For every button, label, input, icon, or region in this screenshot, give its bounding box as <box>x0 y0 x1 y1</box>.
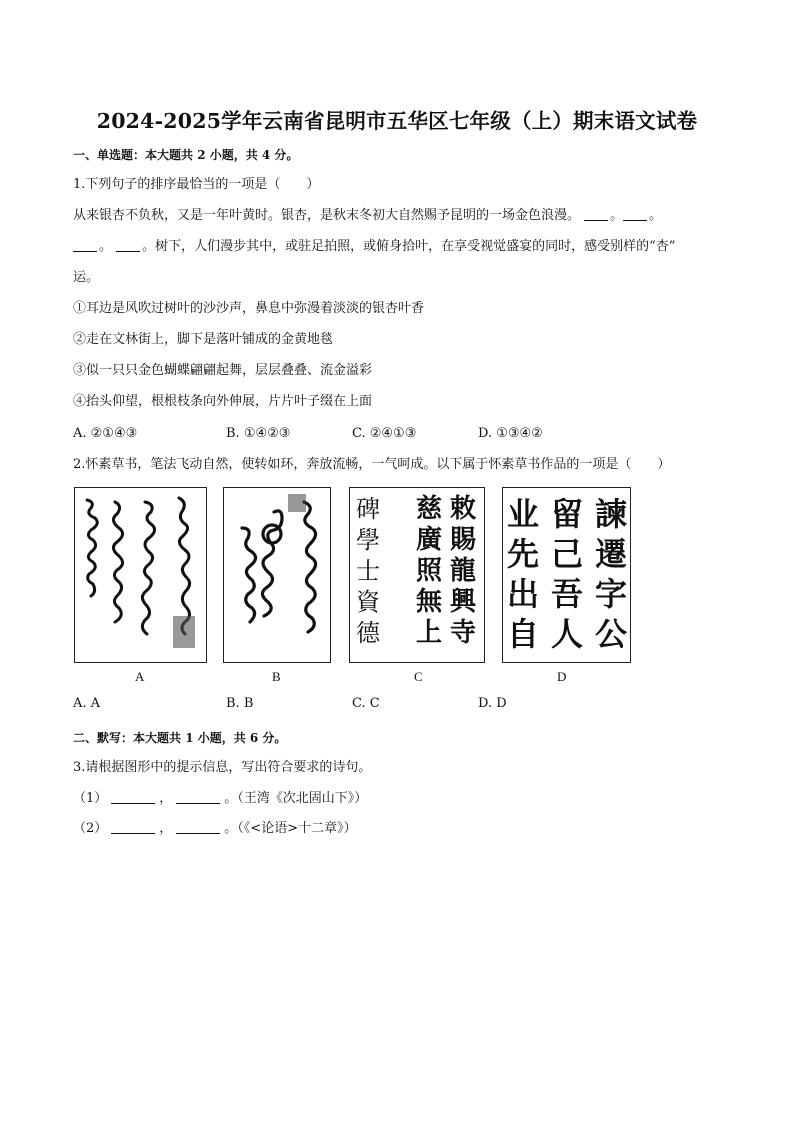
section-2-desc: 本大题共 1 小题，共 6 分。 <box>133 731 287 745</box>
q3-item-1-source: 。（王湾《次北固山下》） <box>224 791 368 806</box>
q3-stem: 3.请根据图形中的提示信息，写出符合要求的诗句。 <box>73 760 372 775</box>
calligraphy-d-glyph: 人 <box>550 615 583 653</box>
calligraphy-d-glyph: 吾 <box>550 575 583 613</box>
q2-option-c[interactable]: C. C <box>352 696 380 711</box>
calligraphy-image-c <box>349 487 485 663</box>
q1-passage-text2: 。树下，人们漫步其中，或驻足拍照，或俯身拾叶，在享受视觉盛宴的同时，感受别样的“杏” <box>142 239 676 254</box>
q3-item-2-blank-1[interactable] <box>111 821 155 834</box>
q1-passage-text1: 从来银杏不负秋，又是一年叶黄时。银杏，是秋末冬初大自然赐予昆明的一场金色浪漫。 <box>73 208 581 223</box>
q1-option-a[interactable]: A. ②①④③ <box>73 426 138 441</box>
seal-stamp-a <box>173 616 195 648</box>
q3-item-1: （1） ， 。（王湾《次北固山下》） <box>73 791 368 806</box>
calligraphy-b-brushwork <box>224 488 329 661</box>
section-1-label: 一、单选题： <box>73 148 146 162</box>
q3-item-2-num: （2） <box>73 821 108 836</box>
q1-passage-line3: 运。 <box>73 270 100 285</box>
calligraphy-d-glyph: 先 <box>507 535 540 573</box>
calligraphy-d-glyph: 諫 <box>594 495 627 533</box>
q1-item-1: ①耳边是风吹过树叶的沙沙声，鼻息中弥漫着淡淡的银杏叶香 <box>73 301 425 316</box>
q1-item-2: ②走在文林街上，脚下是落叶铺成的金黄地毯 <box>73 332 334 347</box>
q3-item-2: （2） ， 。（《<论语>十二章》） <box>73 821 357 836</box>
calligraphy-d-glyph: 己 <box>550 535 583 573</box>
calligraphy-d-glyph: 遷 <box>594 535 627 573</box>
calligraphy-d-glyph: 公 <box>594 615 627 653</box>
image-label-a: A <box>135 669 145 684</box>
q1-item-3: ③似一只只金色蝴蝶翩翩起舞，层层叠叠、流金溢彩 <box>73 363 373 378</box>
calligraphy-image-a <box>74 487 207 663</box>
q3-item-1-num: （1） <box>73 791 108 806</box>
calligraphy-d-glyph: 字 <box>594 575 627 613</box>
calligraphy-c-column-2: 慈廣照無上 <box>416 494 443 648</box>
seal-stamp-b <box>288 494 306 512</box>
calligraphy-c-column-3: 碑學士資德 <box>356 495 380 647</box>
calligraphy-d-glyph: 留 <box>550 495 583 533</box>
image-label-b: B <box>272 669 281 684</box>
image-label-c: C <box>414 669 423 684</box>
q1-blank-3[interactable] <box>73 239 97 252</box>
q1-blank-1[interactable] <box>584 208 608 221</box>
exam-title: 2024-2025学年云南省昆明市五华区七年级（上）期末语文试卷 <box>96 109 698 133</box>
calligraphy-d-glyph: 业 <box>507 495 540 533</box>
q3-item-2-blank-2[interactable] <box>176 821 220 834</box>
q3-item-1-blank-1[interactable] <box>111 791 155 804</box>
q1-item-4: ④抬头仰望，根根枝条向外伸展，片片叶子缀在上面 <box>73 394 373 409</box>
section-1-desc: 本大题共 2 小题，共 4 分。 <box>145 148 299 162</box>
q2-option-a[interactable]: A. A <box>73 696 101 711</box>
q1-option-c[interactable]: C. ②④①③ <box>352 426 417 441</box>
q1-blank-2[interactable] <box>623 208 647 221</box>
section-2-label: 二、默写： <box>73 731 134 745</box>
q1-stem: 1.下列句子的排序最恰当的一项是（ ） <box>73 177 320 192</box>
q3-item-2-source: 。（《<论语>十二章》） <box>224 821 357 836</box>
q1-option-d[interactable]: D. ①③④② <box>478 426 543 441</box>
calligraphy-d-grid <box>507 494 627 654</box>
calligraphy-image-d <box>502 487 631 663</box>
calligraphy-d-row-4 <box>507 614 627 654</box>
q2-option-b[interactable]: B. B <box>226 696 254 711</box>
calligraphy-a-brushwork <box>75 488 205 661</box>
image-label-d: D <box>557 669 567 684</box>
q1-passage-line1: 从来银杏不负秋，又是一年叶黄时。银杏，是秋末冬初大自然赐予昆明的一场金色浪漫。 。 。 <box>73 208 663 223</box>
q2-option-d[interactable]: D. D <box>478 696 507 711</box>
calligraphy-d-row-3 <box>507 574 627 614</box>
calligraphy-d-glyph: 出 <box>507 575 540 613</box>
section-2-header <box>73 729 286 747</box>
calligraphy-d-glyph: 自 <box>507 615 540 653</box>
q3-item-1-blank-2[interactable] <box>176 791 220 804</box>
calligraphy-d-row-1 <box>507 494 627 534</box>
q2-stem: 2.怀素草书，笔法飞动自然，使转如环，奔放流畅，一气呵成。以下属于怀素草书作品的一项是（ ） <box>73 457 671 472</box>
calligraphy-image-b <box>223 487 331 663</box>
q1-blank-4[interactable] <box>116 239 140 252</box>
calligraphy-d-row-2 <box>507 534 627 574</box>
q1-passage-line2: 。 。树下，人们漫步其中，或驻足拍照，或俯身拾叶，在享受视觉盛宴的同时，感受别样的“杏” <box>73 238 675 256</box>
q1-option-b[interactable]: B. ①④②③ <box>226 426 291 441</box>
section-1-header <box>73 146 298 164</box>
calligraphy-c-column-1: 敕賜龍興寺 <box>450 494 477 648</box>
